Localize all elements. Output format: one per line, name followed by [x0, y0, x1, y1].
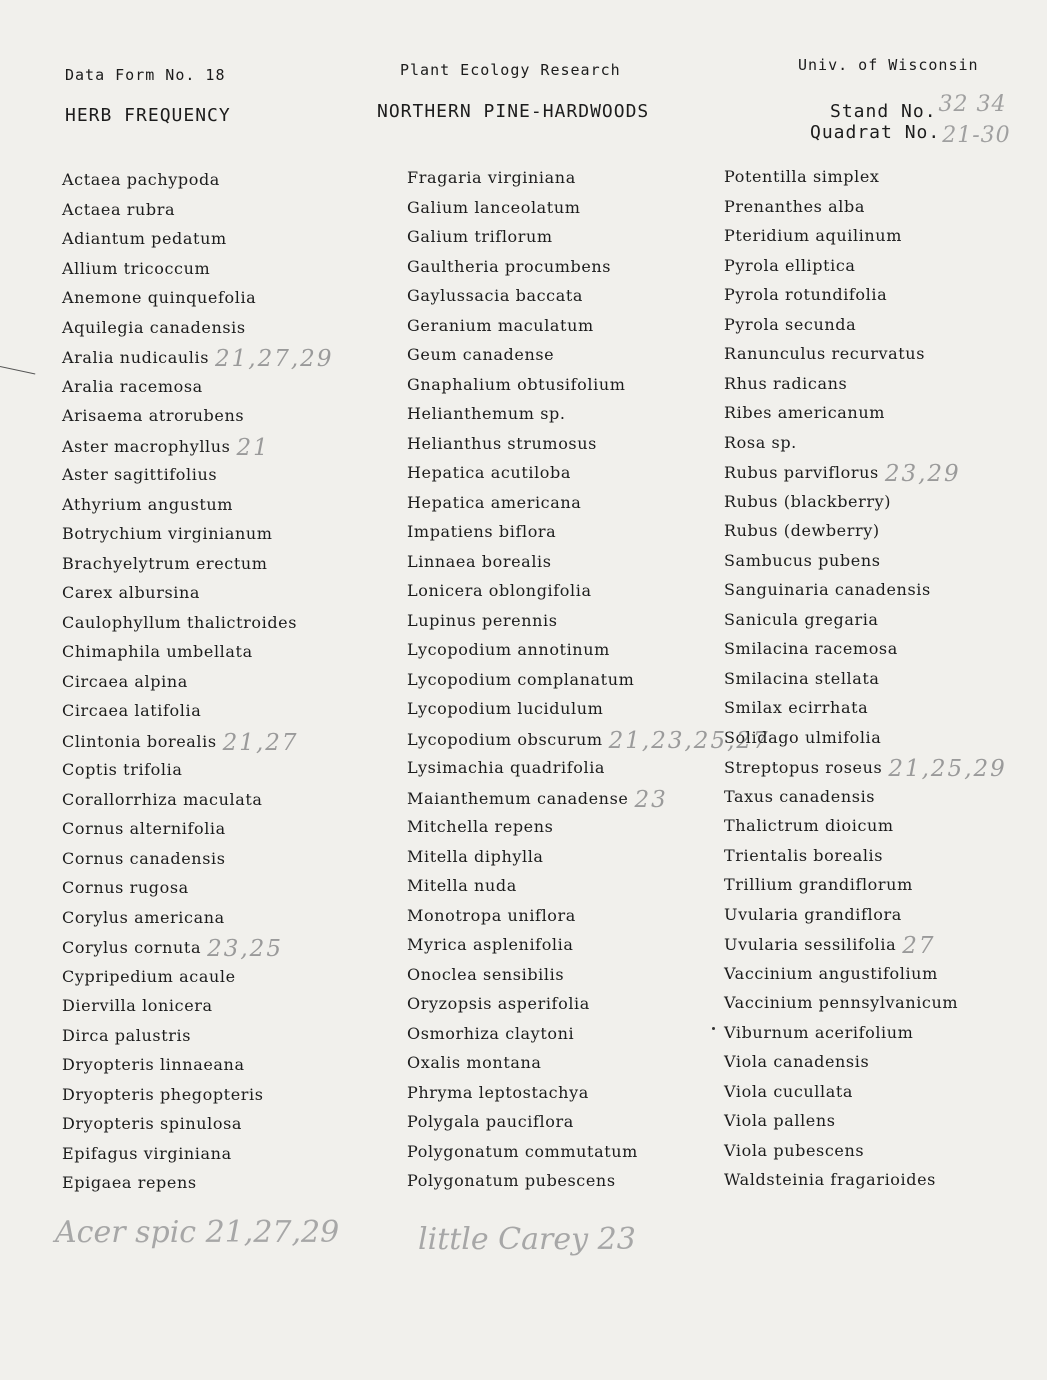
quadrat-note: 27	[902, 933, 936, 959]
species-row	[407, 1137, 770, 1167]
species-name: Hepatica americana	[407, 492, 582, 512]
species-name: Corylus cornuta	[62, 938, 202, 957]
species-name: Monotropa uniflora	[407, 905, 576, 925]
species-row	[724, 900, 1007, 930]
species-name: Sanicula gregaria	[724, 609, 879, 629]
species-row	[724, 487, 1007, 517]
quadrat-note: 21,27	[222, 729, 299, 756]
species-row	[724, 221, 1007, 251]
species-row	[724, 339, 1007, 369]
species-name: Coptis trifolia	[62, 760, 183, 779]
species-row	[407, 842, 770, 872]
species-row	[724, 428, 1007, 458]
species-row	[724, 723, 1007, 753]
species-row	[724, 1136, 1007, 1166]
species-name: Viola pallens	[724, 1111, 836, 1130]
species-row	[724, 664, 1007, 694]
species-row	[724, 192, 1007, 222]
community-title: NORTHERN PINE-HARDWOODS	[377, 101, 650, 122]
species-name: Botrychium virginianum	[62, 524, 273, 543]
species-name: Ranunculus recurvatus	[724, 344, 926, 363]
species-row	[62, 224, 333, 254]
species-row	[62, 608, 333, 638]
species-row	[407, 281, 770, 311]
form-number: Data Form No. 18	[65, 66, 226, 84]
species-name: Athyrium angustum	[62, 494, 234, 514]
species-name: Oxalis montana	[407, 1053, 542, 1072]
species-row	[62, 1080, 333, 1110]
species-name: Geranium maculatum	[407, 315, 594, 335]
species-name: Mitella nuda	[407, 876, 517, 895]
species-name: Vaccinium angustifolium	[724, 963, 938, 983]
species-name: Dryopteris phegopteris	[62, 1084, 264, 1104]
species-row	[407, 989, 770, 1019]
species-row	[62, 254, 333, 284]
species-name: Caulophyllum thalictroides	[62, 612, 298, 632]
species-name: Corallorrhiza maculata	[62, 789, 263, 809]
species-name: Solidago ulmifolia	[724, 727, 882, 747]
quadrat-number-row	[810, 119, 1011, 148]
species-row	[407, 635, 770, 665]
species-name: Linnaea borealis	[407, 551, 552, 571]
species-name: Taxus canadensis	[724, 786, 876, 806]
species-row	[62, 1109, 333, 1139]
species-name: Rubus parviflorus	[724, 463, 879, 482]
handwritten-note-middle: little Carey 23	[418, 1222, 636, 1257]
organization: Plant Ecology Research	[400, 61, 621, 79]
species-row	[407, 1166, 770, 1196]
quadrat-note: 23	[634, 786, 668, 813]
species-row	[407, 222, 770, 252]
species-row	[724, 752, 1007, 782]
species-row	[724, 929, 1007, 959]
species-name: Brachyelytrum erectum	[62, 553, 268, 573]
species-name: Smilacina stellata	[724, 668, 880, 688]
species-name: Dirca palustris	[62, 1025, 191, 1045]
handwritten-note-left: Acer spic 21,27,29	[55, 1215, 340, 1250]
species-row	[62, 696, 333, 726]
species-name: Pteridium aquilinum	[724, 226, 902, 245]
species-row	[62, 578, 333, 608]
species-row	[407, 340, 770, 370]
species-row	[724, 1018, 1007, 1048]
species-row	[724, 1106, 1007, 1136]
species-name: Lycopodium annotinum	[407, 640, 610, 659]
species-name: Cypripedium acaule	[62, 966, 236, 986]
quadrat-note: 21,25,29	[888, 756, 1007, 782]
species-name: Diervilla lonicera	[62, 996, 213, 1015]
species-row	[62, 903, 333, 933]
species-row	[62, 667, 333, 697]
quadrat-note: 21,23,25,27	[608, 727, 770, 754]
species-name: Mitchella repens	[407, 817, 554, 836]
species-name: Aralia nudicaulis	[62, 348, 210, 367]
species-name: Helianthus strumosus	[407, 433, 597, 453]
quadrat-note: 21	[236, 434, 270, 461]
species-name: Thalictrum dioicum	[724, 816, 894, 835]
species-row	[62, 1168, 333, 1198]
species-row	[407, 812, 770, 842]
species-row	[62, 195, 333, 225]
species-name: Hepatica acutiloba	[407, 463, 572, 482]
species-row	[724, 575, 1007, 605]
species-name: Aster macrophyllus	[62, 436, 231, 456]
species-row	[724, 870, 1007, 900]
species-name: Circaea alpina	[62, 671, 188, 691]
species-name: Viola cucullata	[724, 1081, 854, 1101]
species-name: Streptopus roseus	[724, 758, 883, 777]
species-row	[407, 1048, 770, 1078]
species-row	[724, 811, 1007, 841]
species-name: Epigaea repens	[62, 1173, 197, 1192]
species-name: Trillium grandiflorum	[724, 875, 913, 894]
species-name: Dryopteris spinulosa	[62, 1114, 243, 1133]
species-name: Lycopodium obscurum	[407, 729, 603, 749]
species-name: Gnaphalium obtusifolium	[407, 374, 626, 394]
species-column-2	[407, 163, 770, 1196]
species-row	[724, 162, 1007, 192]
species-name: Helianthemum sp.	[407, 404, 566, 423]
species-name: Rubus (dewberry)	[724, 521, 880, 540]
species-row	[62, 785, 333, 815]
species-row	[62, 1139, 333, 1169]
species-row	[407, 753, 770, 783]
species-name: Prenanthes alba	[724, 196, 865, 216]
species-row	[407, 606, 770, 636]
species-row	[62, 1021, 333, 1051]
species-row	[407, 783, 770, 813]
quadrat-value: 21-30	[942, 123, 1011, 148]
species-name: Lonicera oblongifolia	[407, 581, 592, 600]
species-row	[62, 460, 333, 490]
stand-value: 32 34	[938, 92, 1007, 117]
species-row	[724, 398, 1007, 428]
species-row	[407, 399, 770, 429]
species-name: Potentilla simplex	[724, 167, 880, 186]
species-row	[724, 605, 1007, 635]
species-row	[62, 519, 333, 549]
species-row	[407, 252, 770, 282]
species-row	[62, 873, 333, 903]
species-name: Uvularia sessilifolia	[724, 935, 897, 954]
university: Univ. of Wisconsin	[798, 56, 979, 74]
species-name: Lycopodium complanatum	[407, 669, 635, 689]
species-name: Cornus rugosa	[62, 878, 189, 897]
species-name: Lycopodium lucidulum	[407, 699, 604, 718]
species-row	[62, 549, 333, 579]
species-name: Aquilegia canadensis	[62, 317, 246, 337]
species-name: Viola pubescens	[724, 1140, 865, 1160]
species-row	[62, 165, 333, 195]
species-name: Oryzopsis asperifolia	[407, 994, 590, 1013]
species-row	[62, 1050, 333, 1080]
species-row	[724, 959, 1007, 989]
species-row	[407, 458, 770, 488]
species-name: Geum canadense	[407, 345, 555, 364]
species-row	[407, 311, 770, 341]
species-row	[62, 313, 333, 343]
species-row	[407, 370, 770, 400]
species-row	[724, 693, 1007, 723]
species-name: Phryma leptostachya	[407, 1082, 589, 1102]
species-row	[62, 932, 333, 962]
species-name: Adiantum pedatum	[62, 229, 227, 248]
species-row	[407, 576, 770, 606]
species-name: Myrica asplenifolia	[407, 935, 574, 954]
species-name: Galium lanceolatum	[407, 197, 581, 217]
species-row	[62, 991, 333, 1021]
species-name: Allium tricoccum	[62, 258, 211, 278]
species-row	[62, 342, 333, 372]
species-row	[724, 310, 1007, 340]
species-row	[62, 962, 333, 992]
species-row	[724, 280, 1007, 310]
species-name: Ribes americanum	[724, 403, 885, 422]
species-name: Pyrola rotundifolia	[724, 285, 888, 304]
species-name: Maianthemum canadense	[407, 788, 629, 808]
species-name: Fragaria virginiana	[407, 168, 576, 187]
species-column-3	[724, 162, 1007, 1195]
species-name: Vaccinium pennsylvanicum	[724, 993, 959, 1012]
species-name: Cornus alternifolia	[62, 819, 226, 838]
species-name: Gaylussacia baccata	[407, 286, 584, 305]
species-name: Sambucus pubens	[724, 550, 881, 570]
species-name: Viola canadensis	[724, 1052, 870, 1071]
species-row	[407, 871, 770, 901]
species-name: Mitella diphylla	[407, 846, 544, 866]
species-name: Actaea pachypoda	[62, 170, 220, 189]
species-row	[724, 369, 1007, 399]
quadrat-label: Quadrat No.	[810, 122, 941, 143]
species-row	[407, 724, 770, 754]
species-row	[407, 1078, 770, 1108]
species-name: Actaea rubra	[62, 199, 176, 219]
species-row	[724, 516, 1007, 546]
species-name: Dryopteris linnaeana	[62, 1055, 245, 1074]
form-title: HERB FREQUENCY	[65, 105, 231, 126]
species-column-1	[62, 165, 333, 1198]
species-name: Carex albursina	[62, 583, 201, 602]
species-row	[407, 429, 770, 459]
species-row	[407, 193, 770, 223]
species-row	[724, 1165, 1007, 1195]
species-name: Circaea latifolia	[62, 701, 202, 720]
species-name: Osmorhiza claytoni	[407, 1023, 575, 1043]
species-name: Onoclea sensibilis	[407, 964, 565, 984]
quadrat-note: 23,25	[207, 936, 283, 962]
species-name: Gaultheria procumbens	[407, 256, 612, 276]
species-row	[62, 283, 333, 313]
species-row	[407, 517, 770, 547]
species-row	[407, 665, 770, 695]
species-row	[724, 1047, 1007, 1077]
species-name: Aralia racemosa	[62, 376, 203, 396]
species-row	[407, 488, 770, 518]
species-name: Pyrola elliptica	[724, 255, 856, 275]
species-name: Impatiens biflora	[407, 522, 557, 541]
species-row	[724, 251, 1007, 281]
species-row	[62, 490, 333, 520]
stand-label: Stand No.	[830, 101, 937, 122]
species-row	[724, 546, 1007, 576]
species-name: Trientalis borealis	[724, 845, 884, 865]
species-name: Pyrola secunda	[724, 314, 857, 334]
species-row	[62, 844, 333, 874]
species-name: Viburnum acerifolium	[724, 1022, 914, 1042]
species-row	[62, 726, 333, 756]
margin-mark	[0, 366, 35, 374]
species-name: Galium triflorum	[407, 227, 553, 246]
species-row	[62, 431, 333, 461]
species-name: Rhus radicans	[724, 373, 848, 393]
species-name: Smilax ecirrhata	[724, 698, 869, 717]
species-name: Anemone quinquefolia	[62, 288, 257, 307]
species-row	[724, 782, 1007, 812]
species-name: Aster sagittifolius	[62, 465, 218, 484]
quadrat-note: 23,29	[884, 461, 961, 487]
species-name: Rubus (blackberry)	[724, 491, 892, 511]
species-row	[407, 547, 770, 577]
species-name: Polygala pauciflora	[407, 1112, 574, 1131]
species-row	[407, 1107, 770, 1137]
species-row	[62, 814, 333, 844]
species-row	[407, 960, 770, 990]
species-row	[407, 901, 770, 931]
species-name: Lupinus perennis	[407, 610, 558, 630]
species-name: Chimaphila umbellata	[62, 642, 253, 661]
species-name: Uvularia grandiflora	[724, 904, 902, 924]
species-name: Cornus canadensis	[62, 848, 226, 868]
species-row	[724, 457, 1007, 487]
species-name: Waldsteinia fragarioides	[724, 1170, 936, 1189]
species-row	[724, 1077, 1007, 1107]
species-row	[407, 694, 770, 724]
species-name: Rosa sp.	[724, 432, 797, 452]
species-row	[407, 163, 770, 193]
species-name: Lysimachia quadrifolia	[407, 758, 606, 777]
species-name: Clintonia borealis	[62, 731, 217, 751]
quadrat-note: 21,27,29	[215, 346, 334, 372]
species-name: Arisaema atrorubens	[62, 406, 245, 425]
species-name: Sanguinaria canadensis	[724, 580, 931, 599]
species-name: Epifagus virginiana	[62, 1143, 232, 1163]
species-row	[724, 634, 1007, 664]
species-row	[62, 755, 333, 785]
species-row	[407, 1019, 770, 1049]
species-name: Polygonatum pubescens	[407, 1171, 616, 1190]
species-name: Polygonatum commutatum	[407, 1141, 638, 1161]
species-row	[62, 637, 333, 667]
species-row	[407, 930, 770, 960]
species-name: Smilacina racemosa	[724, 639, 898, 658]
species-row	[62, 372, 333, 402]
species-row	[724, 841, 1007, 871]
species-row	[724, 988, 1007, 1018]
species-name: Corylus americana	[62, 907, 225, 927]
species-row	[62, 401, 333, 431]
